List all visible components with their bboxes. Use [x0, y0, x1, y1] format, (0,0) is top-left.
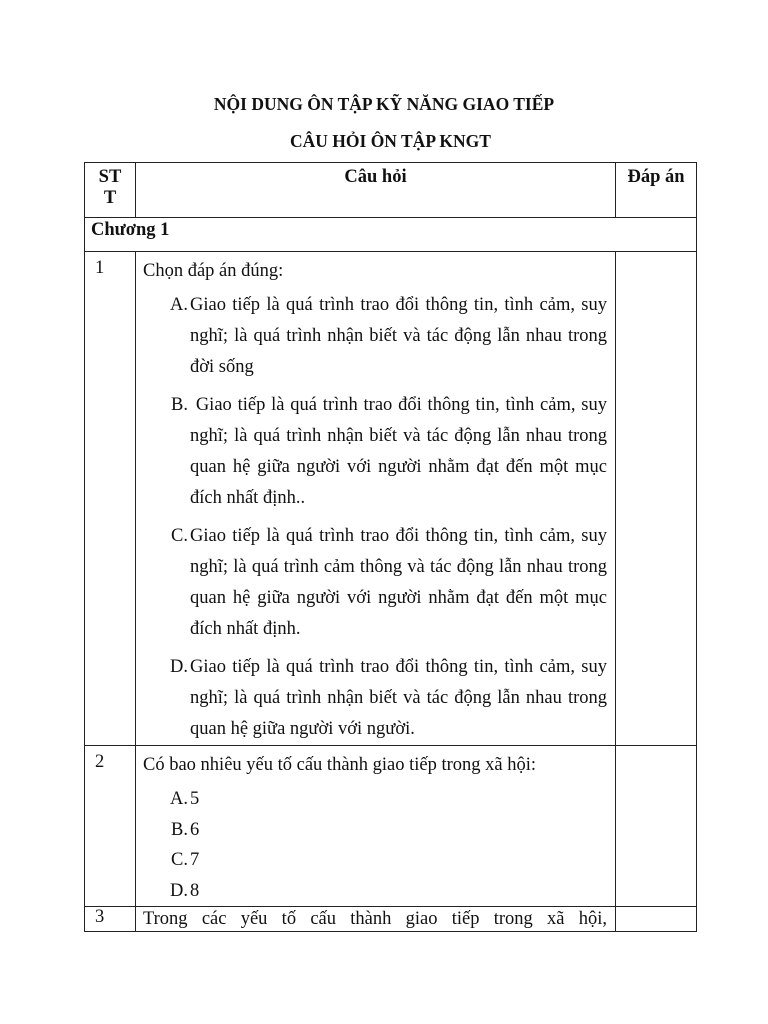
option-label: D.: [170, 657, 188, 677]
question-cell: [136, 907, 616, 932]
chapter-label: Chương 1: [85, 218, 697, 252]
document-title: NỘI DUNG ÔN TẬP KỸ NĂNG GIAO TIẾP: [213, 94, 555, 114]
question-cell: [136, 746, 616, 907]
option-label: A.: [170, 295, 188, 315]
column-header-answer: Đáp án: [616, 163, 697, 218]
table-row: [85, 907, 697, 932]
answer-cell[interactable]: [616, 252, 697, 746]
question-number: 3: [85, 907, 136, 932]
question-cell: [136, 252, 616, 746]
question-number: 1: [85, 252, 136, 746]
option-label: D.: [170, 880, 188, 901]
document-subtitle: CÂU HỎI ÔN TẬP KNGT: [290, 131, 491, 151]
option-d: [143, 652, 607, 745]
question-stem: Trong các yếu tố cấu thành giao tiếp trong xã hội,: [143, 909, 607, 929]
column-header-question: Câu hỏi: [136, 163, 616, 218]
question-table: [84, 162, 697, 932]
question-stem: Có bao nhiêu yếu tố cấu thành giao tiếp trong xã hội:: [143, 755, 537, 775]
table-row: [85, 746, 697, 907]
answer-cell[interactable]: [616, 907, 697, 932]
option-c: [143, 845, 607, 876]
option-text: 6: [190, 819, 200, 840]
option-d: [143, 876, 607, 907]
table-header-row: [85, 163, 697, 218]
option-text: Giao tiếp là quá trình trao đổi thông tin, tình cảm, suy nghĩ; là quá trình nhận biết và tác động lẫn nhau trong quan hệ giữa người với người.: [190, 657, 607, 739]
option-text: 7: [190, 850, 200, 870]
option-c: [143, 521, 607, 645]
option-b: [143, 390, 612, 514]
option-b: [143, 815, 607, 846]
option-text: Giao tiếp là quá trình trao đổi thông tin, tình cảm, suy nghĩ; là quá trình nhận biết và tác động lẫn nhau trong đời sống: [190, 295, 607, 377]
option-a: [143, 290, 607, 383]
option-text: 5: [190, 789, 200, 809]
answer-cell[interactable]: [616, 746, 697, 907]
chapter-row: [85, 218, 697, 252]
option-text: Giao tiếp là quá trình trao đổi thông tin, tình cảm, suy nghĩ; là quá trình cảm thông và tác động lẫn nhau trong quan hệ giữa người với người nhằm đạt đến một mục đích nhất định.: [190, 526, 607, 639]
option-label: B.: [171, 395, 188, 415]
column-header-stt: ST T: [85, 163, 136, 218]
option-label: B.: [171, 819, 188, 840]
option-label: C.: [171, 526, 188, 546]
question-number: 2: [85, 746, 136, 907]
option-label: A.: [170, 789, 188, 809]
option-label: C.: [171, 850, 188, 870]
option-list: [143, 290, 612, 745]
option-text: 8: [190, 880, 200, 901]
option-a: [143, 784, 607, 815]
question-stem: Chọn đáp án đúng:: [143, 261, 284, 281]
option-list: [143, 784, 607, 906]
option-text: Giao tiếp là quá trình trao đổi thông tin, tình cảm, suy nghĩ; là quá trình nhận biết và tác động lẫn nhau trong quan hệ giữa người với người nhằm đạt đến một mục đích nhất định..: [190, 395, 612, 508]
table-row: [85, 252, 697, 746]
